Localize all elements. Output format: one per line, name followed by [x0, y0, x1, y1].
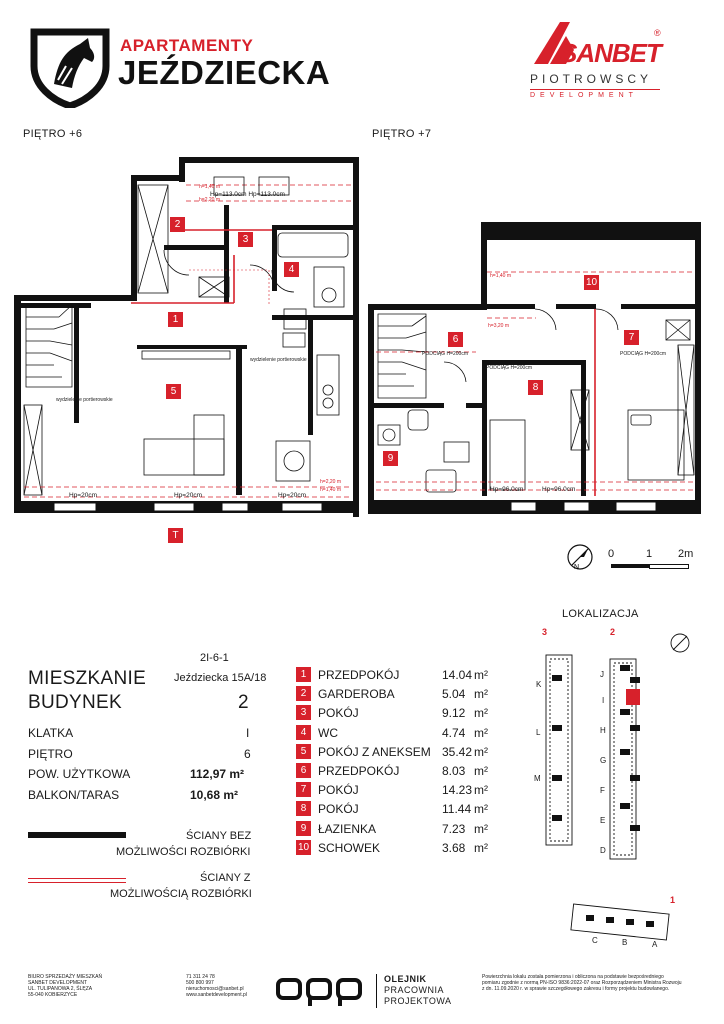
- opp-logo-text: [276, 1008, 278, 1009]
- room-marker-3: 3: [238, 232, 253, 247]
- legend-removable-1: ŚCIANY Z: [200, 872, 251, 884]
- compass-north-icon: [566, 543, 594, 571]
- loc-letter-I: I: [602, 696, 605, 705]
- floor-6-plan: [14, 155, 359, 555]
- podciag-2-label: PODCIĄG H=200cm: [486, 365, 532, 371]
- apartment-code: 2I-6-1: [200, 652, 229, 664]
- legend-removable-swatch: [28, 878, 126, 883]
- legend-removable-2: MOŻLIWOŚCIĄ ROZBIÓRKI: [110, 888, 252, 900]
- room-row: 2 GARDEROBA 5.04 m²: [296, 685, 526, 704]
- floor-7-label: PIĘTRO +7: [372, 128, 432, 140]
- room-row: 10 SCHOWEK 3.68 m²: [297, 840, 488, 855]
- room-marker-4: 4: [284, 262, 299, 277]
- room-row: 9 ŁAZIENKA 7.23 m²: [296, 820, 526, 839]
- developer-divider: [530, 89, 660, 90]
- scale-segment-1: [611, 564, 649, 568]
- pow-value: 112,97 m²: [190, 767, 245, 781]
- developer-name: SANBET: [560, 38, 661, 68]
- balkon-value: 10,68 m²: [190, 788, 239, 802]
- loc-letter-C: C: [592, 936, 598, 945]
- phone-1: 71 311 24 78: [186, 974, 215, 980]
- arch-line-2: PRACOWNIA: [384, 985, 445, 995]
- loc-letter-A: A: [652, 940, 658, 949]
- room-row: 5 POKÓJ Z ANEKSEM 35.42 m²: [296, 743, 526, 762]
- footer: [0, 968, 724, 1024]
- hp-top-label: Hp=113.0cm Hp=113.0cm: [210, 191, 285, 198]
- room-marker-1: 1: [168, 312, 183, 327]
- room-marker-6: 6: [448, 332, 463, 347]
- balkon-label: BALKON/TARAS: [28, 788, 120, 802]
- floor-6-label: PIĘTRO +6: [23, 128, 83, 140]
- loc-letter-L: L: [536, 728, 541, 737]
- building-2-label: 2: [610, 627, 616, 637]
- phone-2: 500 800 997: [186, 980, 214, 986]
- room-marker-5: 5: [166, 384, 181, 399]
- h140b-label: h=1,40 m: [320, 487, 341, 493]
- room-row: 1 PRZEDPOKÓJ 14.04 m²: [296, 666, 526, 685]
- pietro-value: 6: [244, 747, 251, 761]
- room-marker-7: 7: [624, 330, 639, 345]
- contact-info: [186, 974, 247, 998]
- room-marker-terrace: T: [168, 528, 183, 543]
- location-title: LOKALIZACJA: [562, 608, 639, 620]
- project-name-main: JEŹDZIECKA: [118, 54, 331, 91]
- scale-1: 1: [646, 548, 653, 560]
- podciag-1-label: PODCIĄG H=200cm: [422, 351, 468, 357]
- registered-mark: ®: [654, 28, 661, 38]
- loc-letter-J: J: [600, 670, 604, 679]
- loc-letter-E: E: [600, 816, 606, 825]
- legend-fixed-2: MOŻLIWOŚCI ROZBIÓRKI: [116, 846, 251, 858]
- podciag-3-label: PODCIĄG H=200cm: [620, 351, 666, 357]
- apartment-address: Jeździecka 15A/18: [174, 672, 267, 684]
- arch-line-3: PROJEKTOWA: [384, 996, 452, 1006]
- office-line-1: BIURO SPRZEDAŻY MIESZKAŃ: [28, 974, 103, 980]
- loc-letter-D: D: [600, 846, 606, 855]
- loc-letter-B: B: [622, 938, 628, 947]
- project-logo: [28, 22, 331, 108]
- hp96a-label: Hp=96.0cm: [490, 486, 524, 493]
- scale-segment-2: [649, 564, 689, 569]
- loc-letter-G: G: [600, 756, 607, 765]
- wydzielenie-2-label: wydzielenie portierowskie: [250, 357, 307, 363]
- klatka-value: I: [246, 726, 250, 740]
- developer-logo: [526, 18, 666, 108]
- disclaimer-line-1: Powierzchnia lokalu została pomierzona i obliczona na podstawie bezpośredniego: [482, 974, 664, 980]
- arch-line-1: OLEJNIK: [384, 974, 427, 984]
- klatka-label: KLATKA: [28, 726, 74, 740]
- hp-right-label: Hp=20cm: [278, 492, 306, 499]
- room-marker-8: 8: [528, 380, 543, 395]
- legend: [28, 826, 268, 906]
- office-line-4: 55-040 KOBIERZYCE: [28, 992, 78, 998]
- room-marker-10: 10: [585, 277, 598, 288]
- loc-letter-K: K: [536, 680, 542, 689]
- project-name-top: APARTAMENTY: [120, 36, 254, 55]
- hp-left-label: Hp=20cm: [69, 492, 97, 499]
- hp-mid-label: Hp=20cm: [174, 492, 202, 499]
- disclaimer: [482, 974, 718, 992]
- developer-sub2: DEVELOPMENT: [530, 92, 638, 99]
- room-row: 3 POKÓJ 9.12 m²: [296, 704, 526, 723]
- mieszkanie-label: MIESZKANIE: [28, 668, 147, 689]
- floor-7-plan-drawing: [366, 220, 706, 520]
- scale-bar: [608, 548, 708, 578]
- horse-emblem-icon: [28, 22, 114, 108]
- arch-divider: [376, 974, 377, 1008]
- h220-label: h=2,20 m: [199, 197, 220, 203]
- room-list: [296, 666, 526, 861]
- h320-label: h=3,20 m: [488, 323, 509, 329]
- sales-office: [28, 974, 102, 998]
- office-line-2: SANBET DEVELOPMENT: [28, 980, 88, 986]
- building-3-label: 3: [542, 627, 548, 637]
- office-line-3: UL. TULIPANOWA 2, ŚLĘZA: [28, 986, 93, 992]
- loc-letter-F: F: [600, 786, 605, 795]
- developer-sub1: PIOTROWSCY: [530, 72, 653, 86]
- disclaimer-line-3: z dn. 11.09.2020 r. w sprawie szczegółowego zakresu i formy projektu budowlanego.: [482, 986, 670, 992]
- room-marker-9: 9: [383, 451, 398, 466]
- website-link[interactable]: www.sanbetdevelopment.pl: [186, 992, 247, 998]
- site-plan-drawing: [530, 625, 720, 945]
- budynek-label: BUDYNEK: [28, 692, 122, 713]
- h140c-label: h=1,40 m: [490, 273, 511, 279]
- loc-letter-H: H: [600, 726, 606, 735]
- wydzielenie-1-label: wydzielenie portierowskie: [56, 397, 113, 403]
- location-map: [530, 625, 720, 949]
- h220b-label: h=2,20 m: [320, 479, 341, 485]
- apartment-info: [28, 648, 268, 818]
- budynek-value: 2: [238, 692, 249, 713]
- room-row: 6 PRZEDPOKÓJ 8.03 m²: [296, 762, 526, 781]
- opp-logo-icon: [276, 976, 366, 1006]
- loc-letter-M: M: [534, 774, 541, 783]
- room-row: 7 POKÓJ 14.23 m²: [296, 781, 526, 800]
- selected-unit-marker: [626, 689, 640, 705]
- room-row: 4 WC 4.74 m²: [296, 724, 526, 743]
- svg-text:N: N: [574, 564, 580, 571]
- room-marker-2: 2: [170, 217, 185, 232]
- scale-2: 2m: [678, 548, 694, 560]
- legend-fixed-1: ŚCIANY BEZ: [186, 830, 252, 842]
- pow-label: POW. UŻYTKOWA: [28, 767, 131, 781]
- scale-0: 0: [608, 548, 615, 560]
- floor-7-plan: [366, 220, 706, 520]
- hp96b-label: Hp=96.0cm: [542, 486, 576, 493]
- pietro-label: PIĘTRO: [28, 747, 73, 761]
- disclaimer-line-2: pomiaru zgodnie z normą PN-ISO 9836:2022-07 oraz Rozporządzeniem Ministra Rozwoju: [482, 980, 682, 986]
- room-row: 8 POKÓJ 11.44 m²: [296, 800, 526, 819]
- h140-label: h=1,40 m: [199, 184, 220, 190]
- email-link[interactable]: nieruchomosci@sanbet.pl: [186, 986, 244, 992]
- architect-name: [384, 974, 452, 1007]
- building-1-label: 1: [670, 895, 676, 905]
- legend-fixed-wall-swatch: [28, 832, 126, 838]
